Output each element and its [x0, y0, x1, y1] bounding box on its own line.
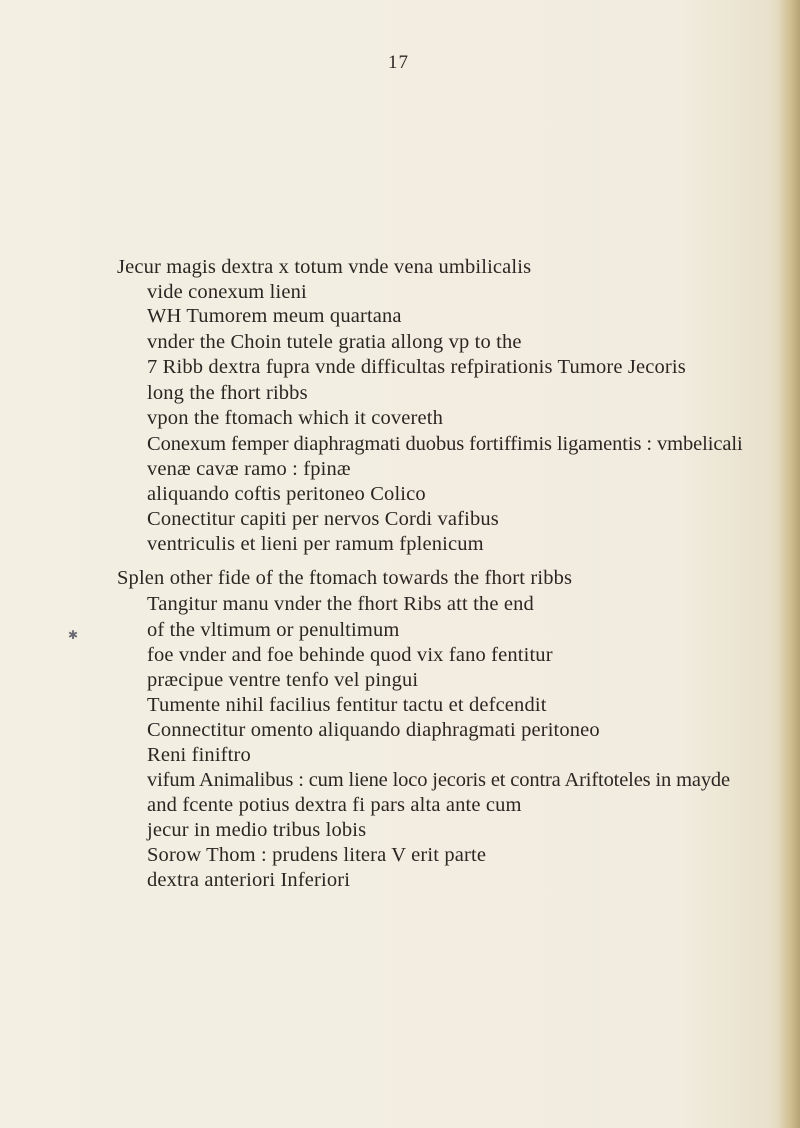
text-line: jecur in medio tribus lobis — [147, 819, 367, 841]
text-line: vpon the ftomach which it covereth — [147, 407, 443, 429]
text-line: aliquando coftis peritoneo Colico — [147, 483, 426, 505]
text-line: Tumente nihil facilius fentitur tactu et defcendit — [147, 694, 547, 716]
text-line: vnder the Choin tutele gratia allong vp to the — [147, 331, 522, 353]
text-line: vifum Animalibus : cum liene loco jecoris et contra Ariftoteles in mayde — [147, 769, 730, 791]
text-line: Reni finiftro — [147, 744, 251, 766]
text-line: 7 Ribb dextra fupra vnde difficultas refpirationis Tumore Jecoris — [147, 356, 686, 378]
page-edge-shadow — [778, 0, 800, 1128]
text-line: foe vnder and foe behinde quod vix fano fentitur — [147, 644, 553, 666]
page-number: 17 — [388, 52, 409, 73]
text-line: Connectitur omento aliquando diaphragmati peritoneo — [147, 719, 600, 741]
text-line: and fcente potius dextra fi pars alta ante cum — [147, 794, 522, 816]
text-line: dextra anteriori Inferiori — [147, 869, 351, 891]
text-line: Conectitur capiti per nervos Cordi vafibus — [147, 508, 499, 530]
text-line: Sorow Thom : prudens litera V erit parte — [147, 844, 487, 866]
text-line: vide conexum lieni — [147, 281, 307, 303]
text-line: long the fhort ribbs — [147, 382, 308, 404]
text-line: Tangitur manu vnder the fhort Ribs att the end — [147, 593, 534, 615]
text-line: of the vltimum or penultimum — [147, 619, 400, 641]
text-line: venæ cavæ ramo : fpinæ — [147, 458, 351, 480]
text-line: præcipue ventre tenfo vel pingui — [147, 669, 419, 691]
text-line: Splen other fide of the ftomach towards the fhort ribbs — [117, 567, 573, 589]
margin-asterisk-mark: ✱ — [68, 628, 79, 642]
text-line: WH Tumorem meum quartana — [147, 305, 402, 327]
text-line: ventriculis et lieni per ramum fplenicum — [147, 533, 484, 555]
text-line: Jecur magis dextra x totum vnde vena umbilicalis — [117, 256, 532, 278]
text-line: Conexum femper diaphragmati duobus fortiffimis ligamentis : vmbelicali — [147, 433, 743, 455]
